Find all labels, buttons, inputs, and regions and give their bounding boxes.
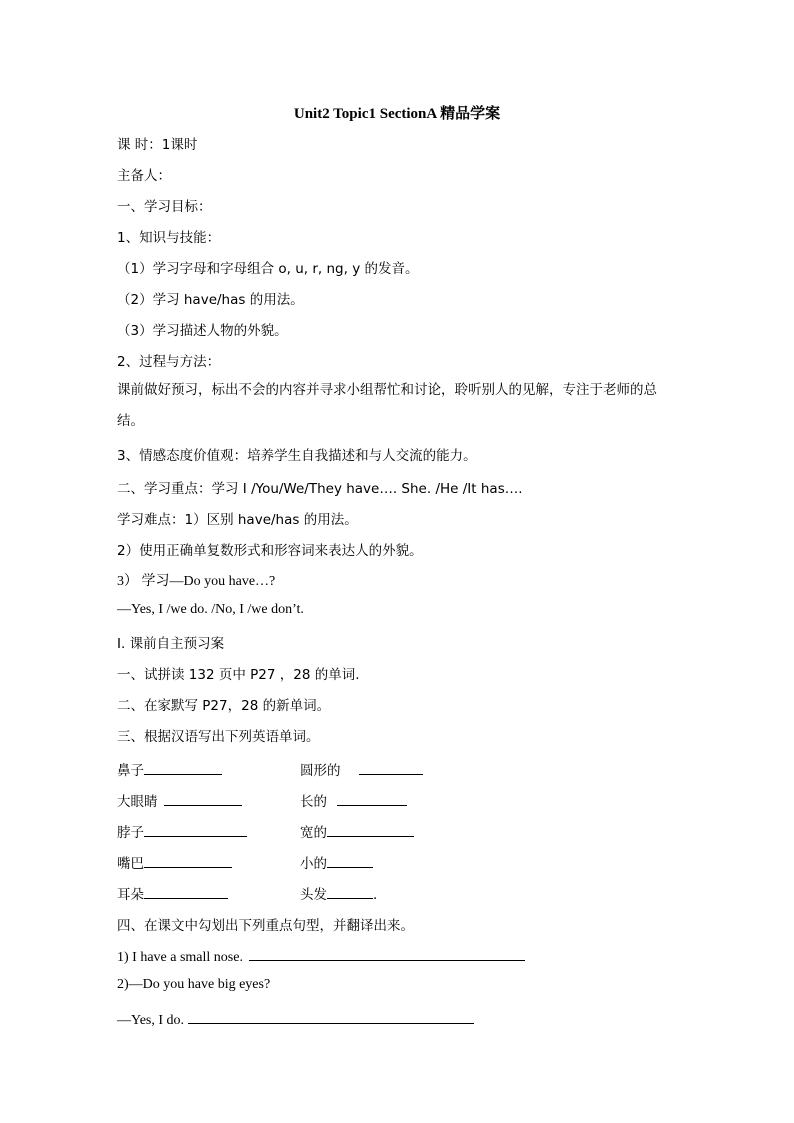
answer-blank[interactable] <box>144 884 228 899</box>
difficulty-2: 2）使用正确单复数形式和形容词来表达人的外貌。 <box>117 543 423 559</box>
vocab-right-1: 圆形的 <box>300 759 423 779</box>
task-4: 四、在课文中勾划出下列重点句型，并翻译出来。 <box>117 918 414 934</box>
difficulty-1: 学习难点：1）区别 have/has 的用法。 <box>117 512 358 528</box>
preview-heading: I. 课前自主预习案 <box>117 636 225 652</box>
answer-blank[interactable] <box>337 791 407 806</box>
process-description: 课前做好预习，标出不会的内容并寻求小组帮忙和讨论，聆听别人的见解，专注于老师的总结。 <box>117 382 657 429</box>
vocab-left-2: 大眼睛 <box>117 790 242 810</box>
vocab-right-5: 头发 . <box>300 883 377 903</box>
difficulty-3-answer: —Yes, I /we do. /No, I /we don’t. <box>117 602 304 617</box>
difficulty-3: 3） 学习—Do you have…? <box>117 574 276 589</box>
vocab-left-4: 嘴巴 <box>117 852 232 872</box>
objective-attitude: 3、情感态度价值观：培养学生自我描述和与人交流的能力。 <box>117 448 477 464</box>
vocab-right-3: 宽的 <box>300 821 414 841</box>
class-hours: 课 时：1课时 <box>117 137 198 153</box>
translation-blank[interactable] <box>188 1009 474 1024</box>
answer-blank[interactable] <box>327 853 373 868</box>
vocab-right-4: 小的 <box>300 852 373 872</box>
vocab-left-1: 鼻子 <box>117 759 222 779</box>
objective-item-2: （2）学习 have/has 的用法。 <box>117 292 304 308</box>
page-title: Unit2 Topic1 SectionA 精品学案 <box>293 106 501 122</box>
answer-blank[interactable] <box>327 822 414 837</box>
answer-blank[interactable] <box>144 853 232 868</box>
task-3: 三、根据汉语写出下列英语单词。 <box>117 729 320 745</box>
vocab-left-3: 脖子 <box>117 821 247 841</box>
sentence-2-answer: —Yes, I do. <box>117 1009 474 1029</box>
objective-item-3: （3）学习描述人物的外貌。 <box>117 323 288 339</box>
task-1: 一、试拼读 132 页中 P27 ，28 的单词. <box>117 667 360 683</box>
answer-blank[interactable] <box>144 822 247 837</box>
key-points: 二、学习重点：学习 I /You/We/They have…. She. /He /It has…. <box>117 481 523 497</box>
preparer: 主备人： <box>117 168 171 184</box>
answer-blank[interactable] <box>327 884 373 899</box>
objective-process: 2、过程与方法： <box>117 354 221 370</box>
section-objectives: 一、学习目标： <box>117 199 212 215</box>
answer-blank[interactable] <box>164 791 242 806</box>
task-2: 二、在家默写 P27，28 的新单词。 <box>117 698 331 714</box>
objective-item-1: （1）学习字母和字母组合 o, u, r, ng, y 的发音。 <box>117 261 419 277</box>
answer-blank[interactable] <box>359 760 423 775</box>
vocab-right-2: 长的 <box>300 790 407 810</box>
translation-blank[interactable] <box>249 946 525 961</box>
sentence-2: 2)—Do you have big eyes? <box>117 977 271 992</box>
objective-knowledge: 1、知识与技能： <box>117 230 221 246</box>
sentence-1: 1) I have a small nose. <box>117 946 525 966</box>
answer-blank[interactable] <box>144 760 222 775</box>
vocab-left-5: 耳朵 <box>117 883 228 903</box>
